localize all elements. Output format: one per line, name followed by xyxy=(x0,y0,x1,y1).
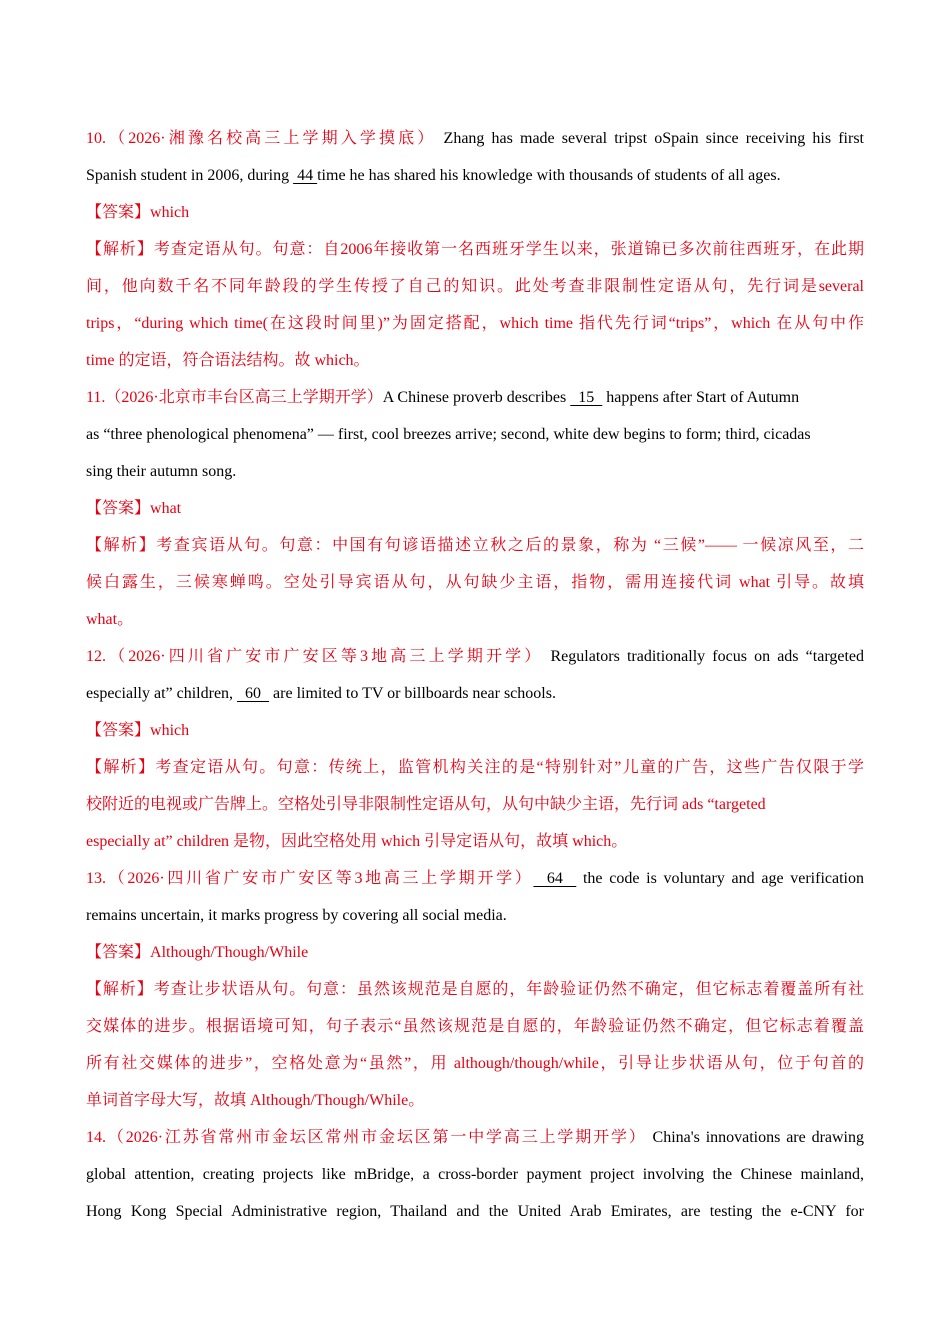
analysis-line: trips，“during which time(在这段时间里)”为固定搭配，which time 指代先行词“trips”，which 在从句中作 xyxy=(86,315,864,332)
answer-value: which xyxy=(150,204,190,221)
question-14-line-1 xyxy=(86,1119,864,1156)
question-text: the code is voluntary and age verification xyxy=(582,870,864,887)
question-text: especially at” children, xyxy=(86,685,238,702)
answer-label: 【答案】 xyxy=(86,500,151,517)
answer-label: 【答案】 xyxy=(86,204,151,221)
question-text: time he has shared his knowledge with thousands of students of all ages. xyxy=(317,167,781,184)
answer-line xyxy=(86,490,864,527)
analysis-line: 候白露生，三候寒蝉鸣。空处引导宾语从句，从句缺少主语，指物，需用连接代词 what 引导。故填 xyxy=(86,574,864,591)
question-11-line-2: as “three phenological phenomena” — first, cool breezes arrive; second, white dew begins to form; third, cicadas xyxy=(86,426,811,443)
analysis-line: 交媒体的进步。根据语境可知，句子表示“虽然该规范是自愿的，年龄验证仍然不确定，但它标志着覆盖 xyxy=(86,1018,864,1035)
question-number: 12. xyxy=(86,648,106,665)
answer-label: 【答案】 xyxy=(86,722,151,739)
question-13-line-1 xyxy=(86,860,864,897)
question-number: 10. xyxy=(86,130,106,147)
answer-line xyxy=(86,712,864,749)
answer-label: 【答案】 xyxy=(86,944,151,961)
question-text: Spanish student in 2006, during xyxy=(86,167,294,184)
question-text: are limited to TV or billboards near schools. xyxy=(269,685,556,702)
question-text: Regulators traditionally focus on ads “targeted xyxy=(550,648,864,665)
question-10-line-1 xyxy=(86,120,864,157)
question-number: 13. xyxy=(86,870,106,887)
analysis-line: especially at” children 是物，因此空格处用 which 引导定语从句，故填 which。 xyxy=(86,833,628,850)
question-source: （2026·江苏省常州市金坛区常州市金坛区第一中学高三上学期开学） xyxy=(106,1129,647,1146)
answer-line xyxy=(86,934,864,971)
answer-blank: 44 xyxy=(293,167,318,184)
answer-value: which xyxy=(150,722,190,739)
question-number: 11. xyxy=(86,389,106,406)
analysis-line: 【解析】考查宾语从句。句意：中国有句谚语描述立秋之后的景象，称为 “三候”—— 一候凉风至，二 xyxy=(86,537,864,554)
question-number: 14. xyxy=(86,1129,106,1146)
answer-line xyxy=(86,194,864,231)
document-page xyxy=(86,120,864,1230)
answer-value: Although/Though/While xyxy=(150,944,309,961)
question-11-line-1 xyxy=(86,379,864,416)
question-14-line-2: global attention, creating projects like mBridge, a cross-border payment project involving the Chinese mainland, xyxy=(86,1166,864,1183)
answer-blank: 15 xyxy=(570,389,603,406)
question-text: Zhang has made several tripst oSpain since receiving his first xyxy=(443,130,864,147)
question-source: （2026·四川省广安市广安区等3地高三上学期开学） xyxy=(106,870,534,887)
answer-blank: 60 xyxy=(237,685,270,702)
question-10-line-2 xyxy=(86,157,864,194)
analysis-line: 【解析】考查让步状语从句。句意：虽然该规范是自愿的，年龄验证仍然不确定，但它标志着覆盖所有社 xyxy=(86,981,864,998)
question-source: （2026·北京市丰台区高三上学期开学） xyxy=(105,389,383,406)
analysis-line: 间，他向数千名不同年龄段的学生传授了自己的知识。此处考查非限制性定语从句，先行词是several xyxy=(86,278,864,295)
analysis-line: 【解析】考查定语从句。句意：传统上，监管机构关注的是“特别针对”儿童的广告，这些广告仅限于学 xyxy=(86,759,864,776)
question-12-line-2 xyxy=(86,675,864,712)
question-14-line-3: Hong Kong Special Administrative region, Thailand and the United Arab Emirates, are testing the e-CNY for xyxy=(86,1203,864,1220)
question-12-line-1 xyxy=(86,638,864,675)
question-text: happens after Start of Autumn xyxy=(602,389,800,406)
analysis-line: 校附近的电视或广告牌上。空格处引导非限制性定语从句，从句中缺少主语，先行词 ads “targeted xyxy=(86,796,766,813)
question-text: A Chinese proverb describes xyxy=(382,389,571,406)
analysis-line: 单词首字母大写，故填 Although/Though/While。 xyxy=(86,1092,425,1109)
analysis-line: 【解析】考查定语从句。句意：自2006年接收第一名西班牙学生以来，张道锦已多次前往西班牙，在此期 xyxy=(86,241,864,258)
question-13-line-2: remains uncertain, it marks progress by covering all social media. xyxy=(86,907,507,924)
answer-blank: 64 xyxy=(533,870,577,887)
answer-value: what xyxy=(150,500,182,517)
question-source: （2026·湘豫名校高三上学期入学摸底） xyxy=(106,130,437,147)
analysis-line: 所有社交媒体的进步”，空格处意为“虽然”，用 although/though/while，引导让步状语从句，位于句首的 xyxy=(86,1055,864,1072)
question-11-line-3: sing their autumn song. xyxy=(86,463,237,480)
analysis-line: what。 xyxy=(86,611,134,628)
question-text: China's innovations are drawing xyxy=(652,1129,864,1146)
question-source: （2026·四川省广安市广安区等3地高三上学期开学） xyxy=(106,648,544,665)
analysis-line: time 的定语，符合语法结构。故 which。 xyxy=(86,352,370,369)
